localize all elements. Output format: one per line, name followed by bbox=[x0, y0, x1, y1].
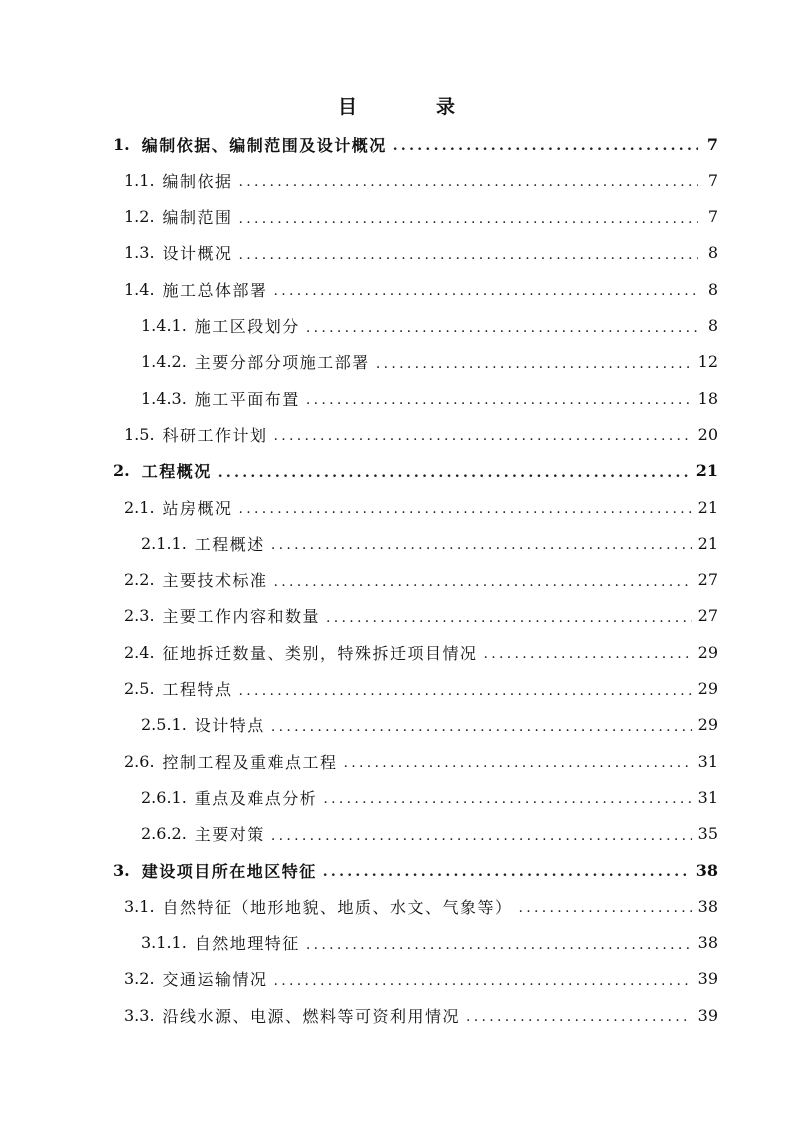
toc-entry-number: 2.6.1. bbox=[141, 787, 187, 807]
toc-entry-number: 3.1. bbox=[124, 896, 155, 916]
toc-entry-title: 交通运输情况 bbox=[162, 970, 268, 990]
toc-entry-page-number: 8 bbox=[707, 243, 718, 263]
dot-leader bbox=[344, 756, 692, 770]
dot-leader bbox=[274, 575, 692, 589]
toc-entry-title: 主要工作内容和数量 bbox=[162, 607, 321, 627]
dot-leader bbox=[239, 175, 698, 189]
toc-entry-number: 1.2. bbox=[124, 207, 155, 227]
dot-leader bbox=[376, 357, 692, 371]
toc-entry-title: 征地拆迁数量、类别，特殊拆迁项目情况 bbox=[162, 643, 478, 663]
toc-entry-page-number: 39 bbox=[697, 1005, 718, 1025]
toc-entry[interactable] bbox=[124, 489, 718, 525]
toc-entry-title: 主要分部分项施工部署 bbox=[194, 353, 370, 373]
toc-entry-title: 施工平面布置 bbox=[194, 389, 300, 409]
toc-entry-number: 1.3. bbox=[124, 243, 155, 263]
dot-leader bbox=[323, 865, 690, 879]
dot-leader bbox=[274, 429, 692, 443]
toc-entry[interactable] bbox=[124, 634, 718, 670]
toc-entry-page-number: 38 bbox=[697, 896, 718, 916]
toc-entry-page-number: 7 bbox=[706, 134, 718, 154]
toc-entry[interactable] bbox=[124, 235, 718, 271]
toc-entry-title: 重点及难点分析 bbox=[194, 788, 318, 808]
toc-entry-page-number: 29 bbox=[697, 679, 718, 698]
toc-entry[interactable] bbox=[141, 380, 718, 416]
toc-entry-page-number: 20 bbox=[697, 424, 718, 444]
toc-entry-title: 科研工作计划 bbox=[162, 425, 268, 445]
toc-entry-page-number: 8 bbox=[707, 316, 718, 335]
toc-entry-title: 编制依据、编制范围及设计概况 bbox=[141, 135, 387, 155]
toc-entry-title: 自然特征（地形地貌、地质、水文、气象等） bbox=[162, 897, 513, 917]
toc-entry-number: 2.4. bbox=[124, 642, 155, 662]
toc-entry-page-number: 7 bbox=[707, 170, 718, 190]
toc-entry-title: 设计特点 bbox=[194, 716, 265, 736]
dot-leader bbox=[323, 792, 691, 806]
toc-entry-number: 2.3. bbox=[124, 606, 155, 626]
toc-entry[interactable] bbox=[124, 162, 718, 198]
toc-entry-page-number: 31 bbox=[697, 751, 718, 771]
toc-entry[interactable] bbox=[113, 852, 718, 888]
dot-leader bbox=[239, 248, 698, 262]
toc-entry-number: 2.1.1. bbox=[141, 533, 187, 553]
toc-entry[interactable] bbox=[124, 199, 718, 235]
toc-entry-number: 3.3. bbox=[124, 1005, 155, 1025]
toc-entry[interactable] bbox=[124, 416, 718, 452]
toc-entry-title: 设计概况 bbox=[162, 244, 233, 264]
toc-entry-title: 主要技术标准 bbox=[162, 571, 268, 591]
toc-entry-number: 1.4.2. bbox=[141, 352, 187, 372]
dot-leader bbox=[306, 938, 692, 952]
dot-leader bbox=[484, 647, 692, 661]
toc-entry-title: 工程概述 bbox=[194, 534, 265, 554]
toc-entry-title: 建设项目所在地区特征 bbox=[141, 861, 317, 881]
toc-entry[interactable] bbox=[113, 126, 718, 162]
toc-entry[interactable] bbox=[124, 562, 718, 598]
toc-entry-page-number: 21 bbox=[697, 533, 718, 553]
toc-title: 目 录 bbox=[337, 96, 485, 118]
toc-entry-title: 工程特点 bbox=[162, 680, 233, 699]
toc-entry[interactable] bbox=[113, 453, 718, 489]
dot-leader bbox=[271, 829, 692, 843]
toc-entry[interactable] bbox=[124, 961, 718, 997]
toc-entry-title: 控制工程及重难点工程 bbox=[162, 752, 338, 772]
toc-entry-number: 2.6. bbox=[124, 751, 155, 771]
toc-entry-number: 3.2. bbox=[124, 969, 155, 989]
toc-entry-page-number: 27 bbox=[697, 570, 718, 590]
dot-leader bbox=[239, 212, 698, 226]
toc-entry-page-number: 29 bbox=[697, 642, 718, 662]
toc-entry-page-number: 29 bbox=[697, 715, 718, 735]
toc-entry-number: 1.4.1. bbox=[141, 316, 187, 335]
dot-leader bbox=[271, 720, 692, 734]
toc-entry-number: 1.4.3. bbox=[141, 388, 187, 408]
dot-leader bbox=[326, 611, 692, 625]
toc-entry-page-number: 21 bbox=[697, 497, 718, 517]
dot-leader bbox=[239, 502, 692, 516]
toc-entry-number: 2. bbox=[113, 461, 130, 481]
toc-entry-title: 编制范围 bbox=[162, 208, 233, 228]
toc-entry-number: 1.5. bbox=[124, 424, 155, 444]
toc-entry[interactable] bbox=[141, 779, 718, 815]
toc-entry-page-number: 8 bbox=[707, 279, 718, 299]
toc-entry-title: 施工区段划分 bbox=[194, 317, 300, 336]
dot-leader bbox=[274, 974, 692, 988]
toc-entry-page-number: 31 bbox=[697, 787, 718, 807]
dot-leader bbox=[274, 284, 698, 298]
dot-leader bbox=[393, 139, 698, 153]
toc-entry[interactable] bbox=[141, 707, 718, 743]
toc-entry-number: 2.5.1. bbox=[141, 715, 187, 735]
dot-leader bbox=[271, 538, 692, 552]
toc-entry-page-number: 7 bbox=[707, 207, 718, 227]
toc-entry-page-number: 38 bbox=[695, 860, 718, 880]
toc-entry[interactable] bbox=[141, 816, 718, 852]
dot-leader bbox=[306, 321, 698, 335]
toc-entry[interactable] bbox=[141, 925, 718, 961]
toc-entry[interactable] bbox=[124, 598, 718, 634]
toc-entry[interactable] bbox=[124, 743, 718, 779]
toc-entry-number: 1.1. bbox=[124, 170, 155, 190]
toc-entry-number: 1.4. bbox=[124, 279, 155, 299]
dot-leader bbox=[218, 466, 690, 480]
toc-entry-page-number: 39 bbox=[697, 969, 718, 989]
toc-entry-title: 主要对策 bbox=[194, 825, 265, 845]
toc-entry-page-number: 27 bbox=[697, 606, 718, 626]
toc-entry-title: 站房概况 bbox=[162, 498, 233, 518]
toc-entry[interactable] bbox=[124, 671, 718, 707]
toc-entry-page-number: 35 bbox=[697, 824, 718, 844]
dot-leader bbox=[306, 393, 692, 407]
toc-entry-page-number: 12 bbox=[697, 352, 718, 372]
toc-entry-page-number: 38 bbox=[697, 933, 718, 953]
toc-entry-number: 2.1. bbox=[124, 497, 155, 517]
toc-entry-title: 编制依据 bbox=[162, 171, 233, 191]
toc-entry-title: 工程概况 bbox=[141, 462, 212, 482]
toc-entry-page-number: 21 bbox=[695, 461, 718, 481]
toc-entry[interactable] bbox=[124, 271, 718, 307]
toc-entry-number: 2.5. bbox=[124, 679, 155, 698]
toc-entry-number: 2.2. bbox=[124, 570, 155, 590]
toc-entry[interactable] bbox=[124, 888, 718, 924]
toc-entry-number: 3.1.1. bbox=[141, 933, 187, 953]
toc-entry-page-number: 18 bbox=[697, 388, 718, 408]
toc-entry[interactable] bbox=[141, 344, 718, 380]
toc-entry-number: 1. bbox=[113, 134, 130, 154]
dot-leader bbox=[466, 1010, 692, 1024]
dot-leader bbox=[519, 901, 692, 915]
toc-entry-title: 自然地理特征 bbox=[194, 934, 300, 954]
toc-entry-title: 沿线水源、电源、燃料等可资利用情况 bbox=[162, 1006, 461, 1026]
toc-entry[interactable] bbox=[141, 308, 718, 344]
toc-entry[interactable] bbox=[141, 525, 718, 561]
toc-entry-number: 2.6.2. bbox=[141, 824, 187, 844]
toc-entry-number: 3. bbox=[113, 860, 130, 880]
toc-entry[interactable] bbox=[124, 997, 718, 1033]
toc-entry-title: 施工总体部署 bbox=[162, 280, 268, 300]
dot-leader bbox=[239, 684, 692, 698]
